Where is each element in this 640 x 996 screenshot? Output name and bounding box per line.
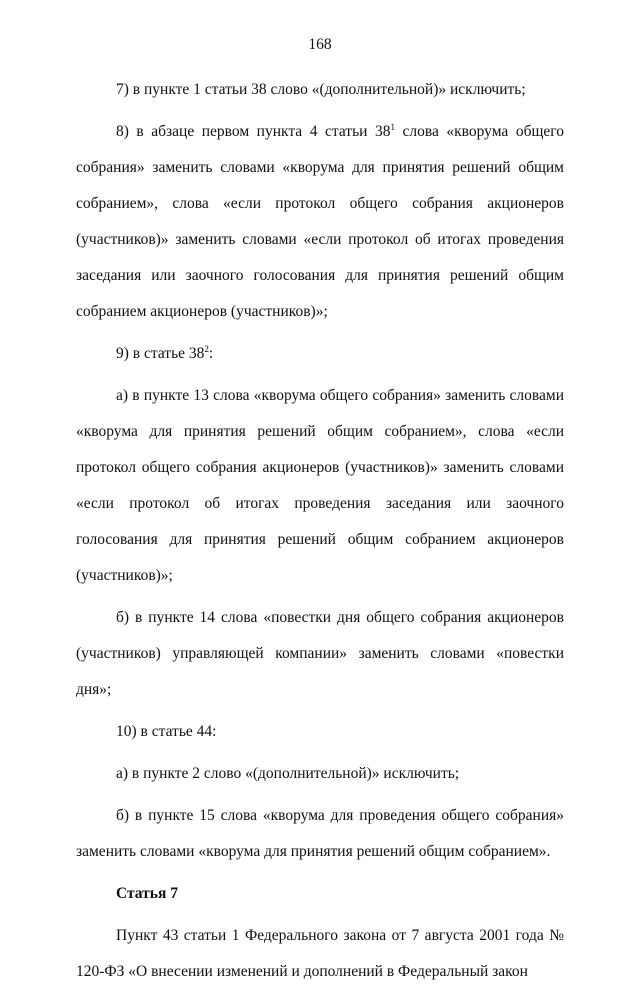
paragraph-item-8-start: 8) в абзаце первом пункта 4 статьи 38 xyxy=(116,123,391,140)
document-body xyxy=(76,72,564,996)
paragraph-item-9-start: 9) в статье 38 xyxy=(116,345,205,362)
paragraph-item-7: 7) в пункте 1 статьи 38 слово «(дополнительной)» исключить; xyxy=(116,81,526,98)
paragraph-item-10b: б) в пункте 15 слова «кворума для проведения общего собрания» заменить словами «кворума для принятия решений общим собранием». xyxy=(76,807,564,860)
paragraph-item-9b: б) в пункте 14 слова «повестки дня общего собрания акционеров (участников) управляющей компании» заменить словами «повестки дня»; xyxy=(76,609,564,698)
paragraph-item-9-rest: : xyxy=(208,345,214,362)
superscript-index: 1 xyxy=(390,122,395,132)
paragraph-item-9 xyxy=(76,336,564,372)
paragraph-item-10: 10) в статье 44: xyxy=(116,723,217,740)
paragraph-item-9a: а) в пункте 13 слова «кворума общего собрания» заменить словами «кворума для принятия решений общим собранием», слова «если протокол общего собрания акционеров (участников)» заменить словами «если протокол об итогах проведения заседания или заочного голосования для принятия решений общим собранием акционеров (участников)»; xyxy=(76,387,564,584)
superscript-index: 2 xyxy=(204,344,209,354)
paragraph-item-8-rest: слова «кворума общего собрания» заменить словами «кворума для принятия решений общим собранием», слова «если протокол общего собрания акционеров (участников)» заменить словами «если протокол об итогах проведения заседания или заочного голосования для принятия решений общим собранием акционеров (участников)»; xyxy=(76,123,564,320)
paragraph-item-8 xyxy=(76,114,564,330)
paragraph-item-10a: а) в пункте 2 слово «(дополнительной)» исключить; xyxy=(116,765,460,782)
article-heading: Статья 7 xyxy=(116,885,178,902)
article-7-text: Пункт 43 статьи 1 Федерального закона от 7 августа 2001 года № 120-ФЗ «О внесении изменений и дополнений в Федеральный закон xyxy=(76,927,564,980)
page-number: 168 xyxy=(308,36,332,53)
